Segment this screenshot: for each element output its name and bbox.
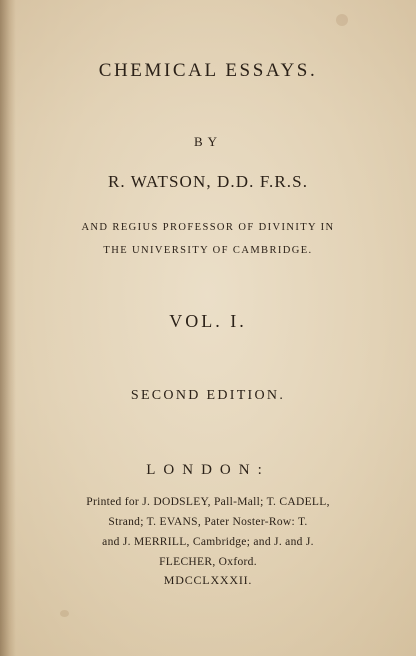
volume-label: VOL. I. <box>169 311 247 331</box>
book-title: CHEMICAL ESSAYS. <box>98 60 318 81</box>
imprint-line-2: Strand; T. EVANS, Pater Noster-Row: T. <box>108 516 308 528</box>
imprint-line-3: and J. MERRILL, Cambridge; and J. and J. <box>102 536 314 548</box>
author-name: R. WATSON, D.D. F.R.S. <box>107 172 309 191</box>
author-description-line-2: THE UNIVERSITY OF CAMBRIDGE. <box>103 245 313 256</box>
publication-place: LONDON: <box>146 462 270 478</box>
imprint-line-4: FLECHER, Oxford. <box>159 556 257 568</box>
foxing-spot <box>336 14 348 26</box>
author-description-line-1: AND REGIUS PROFESSOR OF DIVINITY IN <box>81 222 335 233</box>
by-line: BY <box>193 134 223 149</box>
foxing-spot <box>60 610 69 617</box>
publication-date: MDCCLXXXII. <box>163 573 253 587</box>
imprint-line-1: Printed for J. DODSLEY, Pall-Mall; T. CADELL, <box>86 496 330 508</box>
edition-label: SECOND EDITION. <box>130 388 286 403</box>
